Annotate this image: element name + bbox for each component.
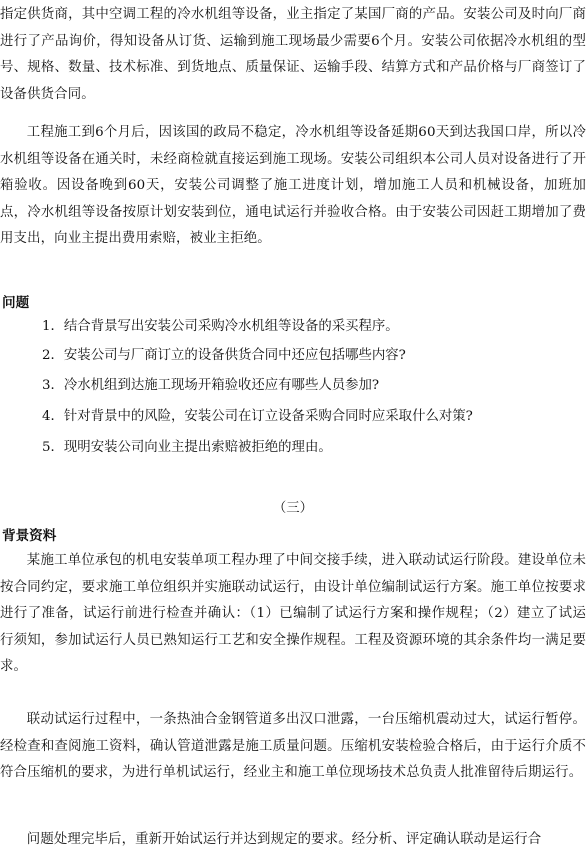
background-heading: 背景资料: [2, 528, 57, 544]
paragraph-trial-run-issues: 联动试运行过程中，一条热油合金钢管道多出汉口泄露，一台压缩机震动过大，试运行暂停。经检查和查阅施工资料，确认管道泄露是施工质量问题。压缩机安装检验合格后，由于运行介质不符合压缩机的要求，为进行单机试运行，经业主和施工单位现场技术总负责人批准留待后期运行。: [0, 712, 586, 780]
question-item-3: 3．冷水机组到达施工现场开箱验收还应有哪些人员参加?: [42, 378, 380, 393]
question-item-1: 1．结合背景写出安装公司采购冷水机组等设备的采买程序。: [42, 319, 399, 334]
question-item-4: 4．针对背景中的风险，安装公司在订立设备采购合同时应采取什么对策?: [42, 409, 473, 424]
section-number: （三）: [272, 501, 314, 516]
paragraph-resumption: 问题处理完毕后，重新开始试运行并达到规定的要求。经分析、评定确认联动是运行合: [26, 832, 542, 847]
question-item-5: 5．现明安装公司向业主提出索赔被拒绝的理由。: [42, 440, 332, 455]
question-item-2: 2．安装公司与厂商订立的设备供货合同中还应包括哪些内容?: [42, 348, 406, 363]
paragraph-commissioning: 某施工单位承包的机电安装单项工程办理了中间交接手续，进入联动试运行阶段。建设单位未按合同约定，要求施工单位组织并实施联动试运行，由设计单位编制试运行方案。施工单位按要求进行了准备，试运行前进行检查并确认：（1）已编制了试运行方案和操作规程；（2）建立了试运行须知，参加试运行人员已熟知运行工艺和安全操作规程。工程及资源环境的其余条件均一满足要求。: [0, 553, 586, 674]
paragraph-supply-contract: 指定供货商，其中空调工程的冷水机组等设备，业主指定了某国厂商的产品。安装公司及时向厂商进行了产品询价，得知设备从订货、运输到施工现场最少需要6个月。安装公司依据冷水机组的型号、规格、数量、技术标准、到货地点、质量保证、运输手段、结算方式和产品价格与厂商签订了设备供货合同。: [0, 7, 586, 102]
paragraph-equipment-delay: 工程施工到6个月后，因该国的政局不稳定，冷水机组等设备延期60天到达我国口岸，所以冷水机组等设备在通关时，未经商检就直接运到施工现场。安装公司组织本公司人员对设备进行了开箱验收。因设备晚到60天，安装公司调整了施工进度计划，增加施工人员和机械设备，加班加点，冷水机组等设备按原计划安装到位，通电试运行并验收合格。由于安装公司因赶工期增加了费用支出，向业主提出费用索赔，被业主拒绝。: [0, 125, 586, 246]
questions-heading: 问题: [2, 295, 30, 311]
